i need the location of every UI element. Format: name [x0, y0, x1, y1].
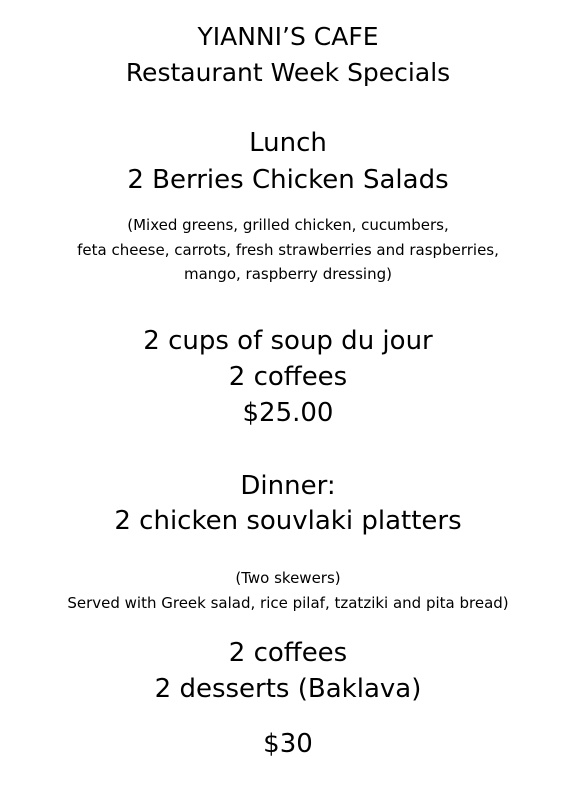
- lunch-heading: Lunch: [249, 128, 327, 158]
- dinner-main-item: 2 chicken souvlaki platters: [114, 506, 462, 536]
- dinner-desserts: 2 desserts (Baklava): [154, 674, 422, 704]
- lunch-description-line: mango, raspberry dressing): [184, 265, 392, 283]
- cafe-name: YIANNI’S CAFE: [197, 22, 379, 51]
- lunch-soup: 2 cups of soup du jour: [143, 326, 433, 356]
- dinner-price: $30: [263, 729, 313, 759]
- dinner-heading: Dinner:: [240, 471, 336, 501]
- lunch-main-item: 2 Berries Chicken Salads: [127, 165, 449, 195]
- lunch-description-line: feta cheese, carrots, fresh strawberries and raspberries,: [77, 241, 499, 259]
- lunch-price: $25.00: [242, 398, 334, 428]
- dinner-description-line: Served with Greek salad, rice pilaf, tzatziki and pita bread): [67, 594, 509, 612]
- page-subtitle: Restaurant Week Specials: [125, 58, 451, 87]
- lunch-description-line: (Mixed greens, grilled chicken, cucumbers,: [127, 216, 449, 234]
- lunch-coffees: 2 coffees: [228, 362, 348, 392]
- dinner-description-line: (Two skewers): [235, 569, 341, 587]
- dinner-coffees: 2 coffees: [228, 638, 348, 668]
